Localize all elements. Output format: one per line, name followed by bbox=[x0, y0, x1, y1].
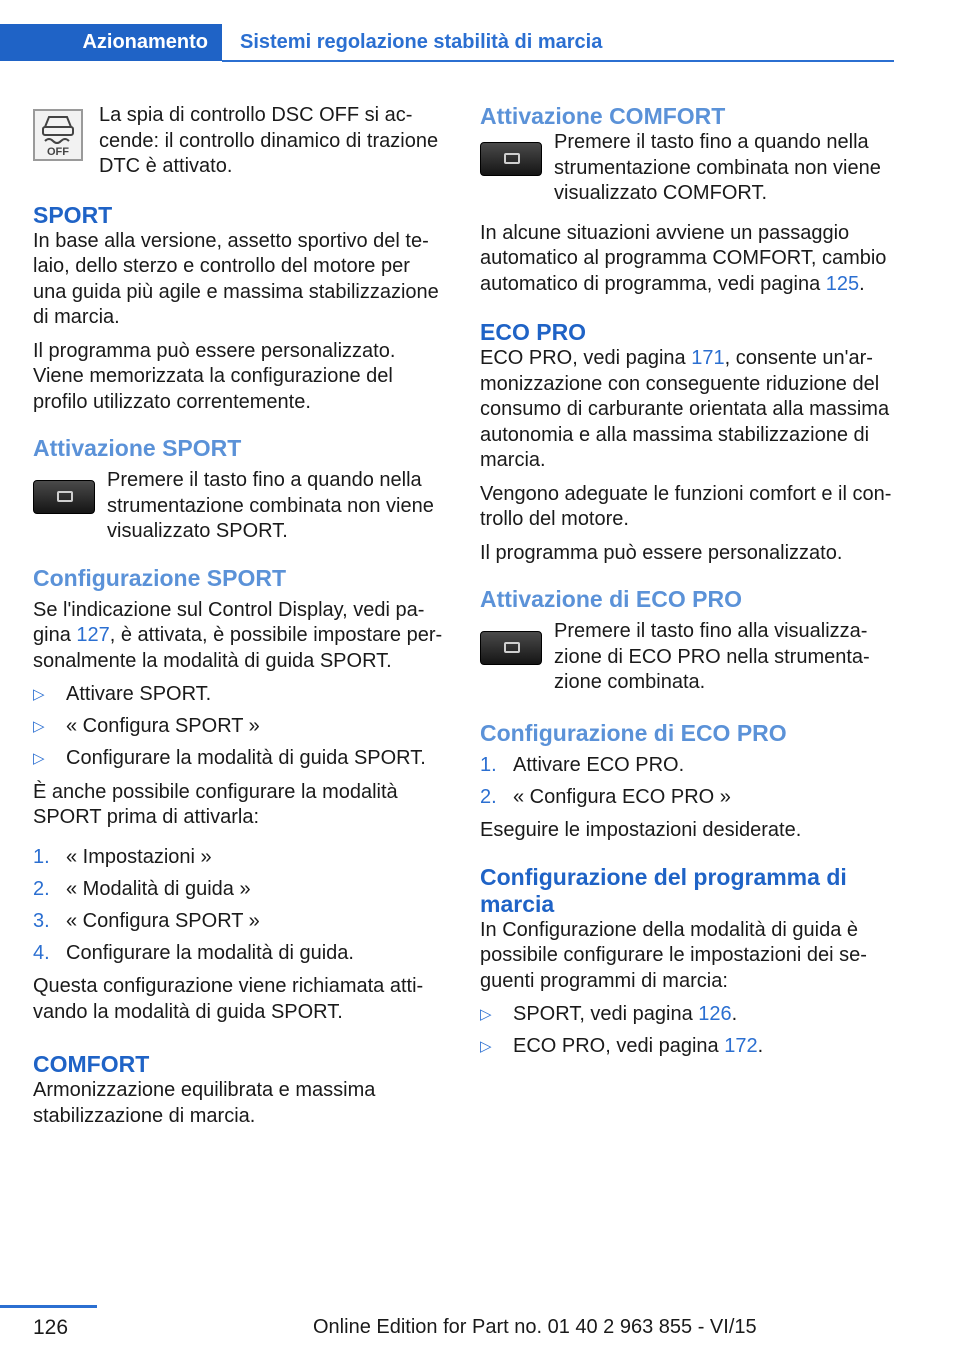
triangle-bullet-icon: ▷ bbox=[33, 686, 45, 703]
driving-mode-button-icon bbox=[480, 142, 542, 176]
list-item: 4. Configurare la modalità di guida. bbox=[33, 941, 354, 964]
list-item: ▷ Attivare SPORT. bbox=[33, 682, 448, 708]
list-item: ▷ SPORT, vedi pagina 126. bbox=[480, 1002, 895, 1028]
drive-program-config-heading: Configurazione del programma di marcia bbox=[480, 863, 847, 917]
edition-footer: Online Edition for Part no. 01 40 2 963 855 - VI/15 bbox=[313, 1316, 757, 1338]
eco-pro-settings-text: Eseguire le impostazioni desiderate. bbox=[480, 819, 802, 841]
sport-config-bullets bbox=[33, 682, 448, 772]
comfort-activation-text: Premere il tasto fino a quando nella strumentazione combinata non viene visualizzato COMFORT. bbox=[554, 131, 881, 204]
comfort-activation-block bbox=[480, 130, 895, 207]
list-item: 1. Attivare ECO PRO. bbox=[480, 753, 685, 776]
dsc-off-note-text: La spia di controllo DSC OFF si accende: il controllo dinamico di trazione DTC è attivato. bbox=[99, 104, 439, 177]
triangle-bullet-icon: ▷ bbox=[480, 1038, 492, 1055]
eco-pro-heading: ECO PRO bbox=[480, 319, 587, 345]
drive-program-config-text: In Configurazione della modalità di guida è possibile configurare le impostazioni dei seguenti programmi di marcia: bbox=[480, 918, 867, 992]
eco-pro-config-steps bbox=[480, 753, 895, 811]
drive-program-bullets bbox=[480, 1002, 895, 1060]
driving-mode-button-icon bbox=[480, 631, 542, 665]
sport-description: In base alla versione, assetto sportivo del telaio, dello sterzo e controllo del motore per una guida più agile e massima stabilizzazione di marcia. bbox=[33, 229, 439, 328]
sport-heading: SPORT bbox=[33, 201, 113, 228]
sport-activation-heading: Attivazione SPORT bbox=[33, 435, 242, 461]
left-column bbox=[33, 103, 448, 1137]
page-link-127[interactable]: 127 bbox=[76, 624, 110, 646]
eco-pro-activation-block bbox=[480, 619, 895, 696]
eco-pro-description: ECO PRO, vedi pagina 171, consente un'armonizzazione con conseguente riduzione del consumo di carburante orientata alla massima autonomia e alla massima stabilizzazione di marcia. bbox=[480, 347, 890, 471]
eco-pro-config-heading: Configurazione di ECO PRO bbox=[480, 719, 787, 746]
sport-config-heading: Configurazione SPORT bbox=[33, 564, 286, 591]
comfort-description: Armonizzazione equilibrata e massima stabilizzazione di marcia. bbox=[33, 1079, 376, 1127]
header-divider bbox=[222, 60, 894, 62]
page-link-172[interactable]: 172 bbox=[724, 1035, 758, 1057]
sport-personalization: Il programma può essere personalizzato. Viene memorizzata la configurazione del profilo utilizzato correntemente. bbox=[33, 339, 396, 413]
dsc-off-warning-icon bbox=[33, 109, 83, 161]
eco-pro-personalization: Il programma può essere personalizzato. bbox=[480, 541, 843, 564]
list-item: 2. « Configura ECO PRO » bbox=[480, 785, 731, 808]
page-number: 126 bbox=[33, 1316, 69, 1339]
sport-preconfig-text: È anche possibile configurare la modalità SPORT prima di attivarla: bbox=[33, 780, 398, 828]
sport-recall-text: Questa configurazione viene richiamata attivando la modalità di guida SPORT. bbox=[33, 975, 424, 1023]
dsc-off-icon-label: OFF bbox=[47, 146, 69, 158]
sport-config-text: Se l'indicazione sul Control Display, vedi pagina 127, è attivata, è possibile impostare personalmente la modalità di guida SPORT. bbox=[33, 598, 443, 672]
triangle-bullet-icon: ▷ bbox=[33, 718, 45, 735]
page-link-126[interactable]: 126 bbox=[698, 1003, 732, 1025]
footer-divider bbox=[0, 1305, 97, 1308]
page-link-125[interactable]: 125 bbox=[825, 272, 860, 295]
list-item: 1. « Impostazioni » bbox=[33, 845, 212, 868]
sport-activation-block bbox=[33, 468, 448, 545]
list-item: ▷ Configurare la modalità di guida SPORT. bbox=[33, 746, 448, 772]
triangle-bullet-icon: ▷ bbox=[480, 1006, 492, 1023]
list-item: 2. « Modalità di guida » bbox=[33, 877, 251, 900]
comfort-heading: COMFORT bbox=[33, 1051, 150, 1077]
section-tab-azionamento: Azionamento bbox=[0, 24, 222, 61]
sport-preconfig-steps bbox=[33, 845, 448, 967]
dsc-off-note bbox=[33, 103, 448, 180]
eco-pro-activation-text: Premere il tasto fino alla visualizzazione di ECO PRO nella strumentazione combinata. bbox=[554, 620, 870, 693]
right-column bbox=[480, 103, 895, 1068]
comfort-activation-heading: Attivazione COMFORT bbox=[480, 103, 726, 129]
eco-pro-activation-heading: Attivazione di ECO PRO bbox=[480, 586, 742, 612]
list-item: 3. « Configura SPORT » bbox=[33, 909, 260, 932]
driving-mode-button-icon bbox=[33, 480, 95, 514]
list-item: ▷ « Configura SPORT » bbox=[33, 714, 448, 740]
list-item: ▷ ECO PRO, vedi pagina 172. bbox=[480, 1034, 895, 1060]
chapter-title: Sistemi regolazione stabilità di marcia bbox=[240, 31, 603, 53]
auto-switch-text: In alcune situazioni avviene un passaggio automatico al programma COMFORT, cambio automatico di programma, vedi pagina 125. bbox=[480, 221, 887, 295]
eco-pro-adjustments: Vengono adeguate le funzioni comfort e il controllo del motore. bbox=[480, 482, 892, 530]
sport-activation-text: Premere il tasto fino a quando nella strumentazione combinata non viene visualizzato SPORT. bbox=[107, 469, 434, 542]
page-link-171[interactable]: 171 bbox=[691, 347, 725, 369]
triangle-bullet-icon: ▷ bbox=[33, 750, 45, 767]
